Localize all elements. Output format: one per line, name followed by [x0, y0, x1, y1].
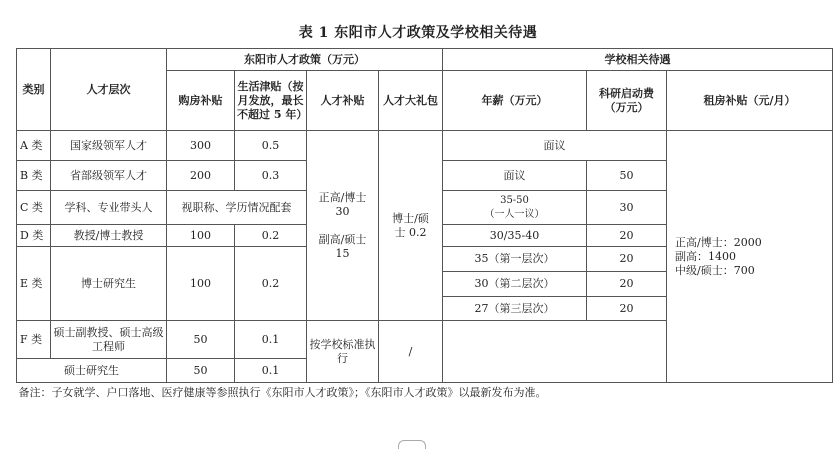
- cell-category: E 类: [17, 247, 51, 321]
- policy-table: [16, 48, 833, 403]
- header-research: 科研启动费（万元）: [587, 71, 667, 131]
- cell-salary: 面议: [443, 131, 667, 161]
- header-school: 学校相关待遇: [443, 49, 833, 71]
- cell-rent: 正高/博士：2000 副高：1400 中级/硕士：700: [667, 131, 833, 383]
- cell-level: 博士研究生: [51, 247, 167, 321]
- cell-level: 教授/博士教授: [51, 225, 167, 247]
- header-level: 人才层次: [51, 49, 167, 131]
- table-row: [17, 383, 833, 403]
- cell-category: C 类: [17, 191, 51, 225]
- cell-category: B 类: [17, 161, 51, 191]
- cell-housing: 300: [167, 131, 235, 161]
- cell-salary: 35（第一层次）: [443, 247, 587, 272]
- cell-housing-merged: 视职称、学历情况配套: [167, 191, 307, 225]
- cell-school-standard: 按学校标准执行: [307, 321, 379, 383]
- cell-salary: 30/35-40: [443, 225, 587, 247]
- cell-housing: 100: [167, 247, 235, 321]
- cell-category: F 类: [17, 321, 51, 359]
- table-row: [17, 131, 833, 161]
- header-living: 生活津贴（按月发放，最长不超过 5 年）: [235, 71, 307, 131]
- cell-research: 20: [587, 297, 667, 321]
- table-title: 表 1 东阳市人才政策及学校相关待遇: [298, 25, 538, 41]
- header-category: 类别: [17, 49, 51, 131]
- cell-level: 国家级领军人才: [51, 131, 167, 161]
- cell-housing: 50: [167, 321, 235, 359]
- cell-salary: 35-50 （一人一议）: [443, 191, 587, 225]
- cell-research: 50: [587, 161, 667, 191]
- cell-level-merged: 硕士研究生: [17, 359, 167, 383]
- header-salary: 年薪（万元）: [443, 71, 587, 131]
- cell-salary: 面议: [443, 161, 587, 191]
- cell-housing: 50: [167, 359, 235, 383]
- cell-housing: 200: [167, 161, 235, 191]
- cell-salary: 27（第三层次）: [443, 297, 587, 321]
- cell-research: 20: [587, 247, 667, 272]
- cell-talent-subsidy: 正高/博士 30 副高/硕士 15: [307, 131, 379, 321]
- cell-salary: 30（第二层次）: [443, 272, 587, 297]
- cell-research: 20: [587, 225, 667, 247]
- cell-level: 学科、专业带头人: [51, 191, 167, 225]
- cell-research: 30: [587, 191, 667, 225]
- header-talent-subsidy: 人才补贴: [307, 71, 379, 131]
- header-gift: 人才大礼包: [379, 71, 443, 131]
- cell-gift: 博士/硕 士 0.2: [379, 131, 443, 321]
- cell-level: 省部级领军人才: [51, 161, 167, 191]
- table-note: 备注：子女就学、户口落地、医疗健康等参照执行《东阳市人才政策》；《东阳市人才政策》以最新发布为准。: [17, 383, 833, 403]
- cell-living: 0.5: [235, 131, 307, 161]
- cell-research: 20: [587, 272, 667, 297]
- cell-living: 0.1: [235, 359, 307, 383]
- cell-living: 0.2: [235, 247, 307, 321]
- cell-living: 0.3: [235, 161, 307, 191]
- cell-housing: 100: [167, 225, 235, 247]
- cell-living: 0.2: [235, 225, 307, 247]
- cell-category: D 类: [17, 225, 51, 247]
- header-city-policy: 东阳市人才政策（万元）: [167, 49, 443, 71]
- cell-level: 硕士副教授、硕士高级工程师: [51, 321, 167, 359]
- cell-research: /: [379, 321, 443, 383]
- header-rent: 租房补贴（元/月）: [667, 71, 833, 131]
- header-housing: 购房补贴: [167, 71, 235, 131]
- cell-living: 0.1: [235, 321, 307, 359]
- cell-category: A 类: [17, 131, 51, 161]
